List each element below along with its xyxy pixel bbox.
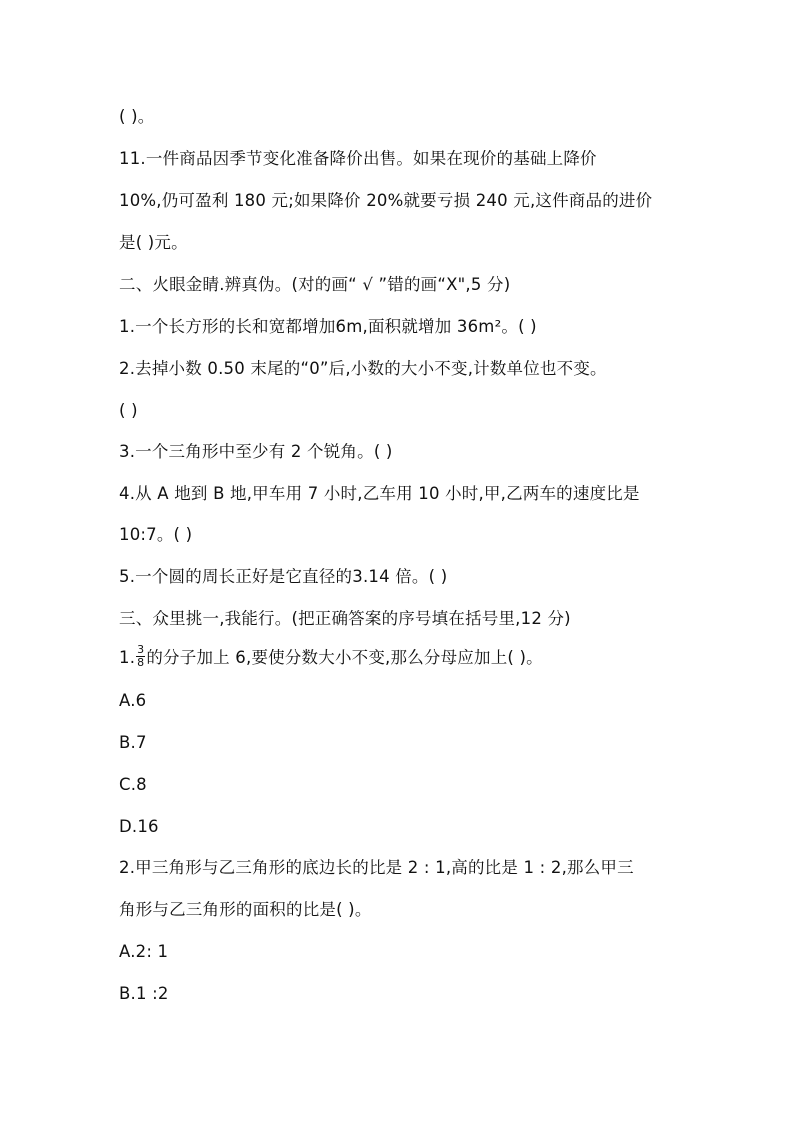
section-3-heading: 三、众里挑一,我能行。(把正确答案的序号填在括号里,12 分) [119, 609, 571, 628]
tf-question-2-blank: ( ) [119, 401, 138, 420]
fraction-three-eighths [136, 644, 145, 669]
mc-question-2-line-2: 角形与乙三角形的面积的比是( )。 [119, 900, 372, 919]
tf-question-1: 1.一个长方形的长和宽都增加6m,面积就增加 36m²。( ) [119, 317, 537, 336]
blank-answer-line: ( )。 [119, 107, 155, 126]
tf-question-4-line-2: 10:7。( ) [119, 525, 193, 544]
mc-question-2-line-1: 2.甲三角形与乙三角形的底边长的比是 2 : 1,高的比是 1 : 2,那么甲三 [119, 858, 634, 877]
question-11-line-3: 是( )元。 [119, 233, 188, 252]
tf-question-2: 2.去掉小数 0.50 末尾的“0”后,小数的大小不变,计数单位也不变。 [119, 359, 607, 378]
fraction-numerator: 3 [137, 643, 145, 656]
mc-option-c: C.8 [119, 775, 147, 794]
question-11-line-2: 10%,仍可盈利 180 元;如果降价 20%就要亏损 240 元,这件商品的进价 [119, 191, 653, 210]
mc-option-a: A.6 [119, 691, 147, 710]
mc-option-d: D.16 [119, 817, 159, 836]
tf-question-3: 3.一个三角形中至少有 2 个锐角。( ) [119, 442, 393, 461]
mc-question-1-text: 的分子加上 6,要使分数大小不变,那么分母应加上( )。 [146, 648, 543, 667]
question-11-line-1: 11.一件商品因季节变化准备降价出售。如果在现价的基础上降价 [119, 149, 597, 168]
mc-option-b: B.7 [119, 733, 147, 752]
tf-question-5: 5.一个圆的周长正好是它直径的3.14 倍。( ) [119, 567, 448, 586]
tf-question-4-line-1: 4.从 A 地到 B 地,甲车用 7 小时,乙车用 10 小时,甲,乙两车的速度比是 [119, 484, 640, 503]
mc-question-1 [119, 643, 543, 671]
mc2-option-b: B.1 :2 [119, 984, 169, 1003]
mc-question-1-prefix: 1. [119, 648, 136, 667]
section-2-heading: 二、火眼金睛.辨真伪。(对的画“ √ ”错的画“X",5 分) [119, 275, 511, 294]
mc2-option-a: A.2: 1 [119, 942, 169, 961]
fraction-denominator: 8 [137, 656, 145, 669]
